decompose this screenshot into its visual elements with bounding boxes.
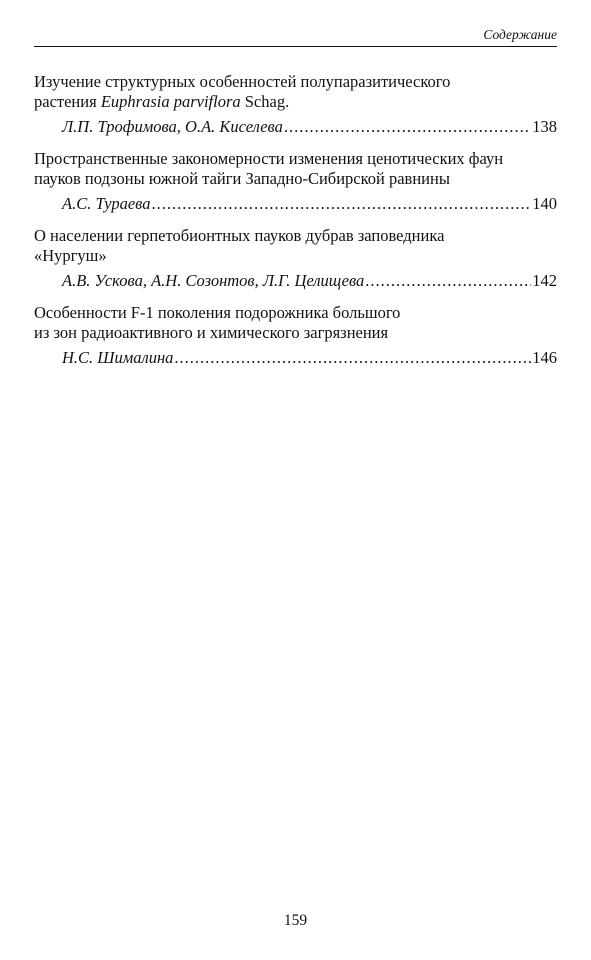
entry-title-text: растения <box>34 92 101 111</box>
entry-title <box>34 72 557 112</box>
dot-leader <box>284 116 531 138</box>
entry-title-line: из зон радиоактивного и химического загрязнения <box>34 323 389 342</box>
entry-author-line <box>34 193 557 215</box>
entry-authors: Л.П. Трофимова, О.А. Киселева <box>62 117 283 136</box>
entry-authors: А.В. Ускова, А.Н. Созонтов, Л.Г. Целищева <box>62 271 365 290</box>
entry-page-number: 138 <box>532 117 557 136</box>
toc-entry <box>34 149 557 215</box>
entry-author-line <box>34 270 557 292</box>
header-rule <box>34 46 557 47</box>
entry-author-line <box>34 116 557 138</box>
toc-entry <box>34 226 557 292</box>
entry-title-line: Особенности F-1 поколения подорожника большого <box>34 303 401 322</box>
toc-entry <box>34 303 557 369</box>
entry-title <box>34 303 557 343</box>
entry-title-line: «Нургуш» <box>34 246 107 265</box>
entry-title-line: Изучение структурных особенностей полупаразитического <box>34 72 451 91</box>
entry-page-number: 140 <box>532 194 557 213</box>
entry-title-line: пауков подзоны южной тайги Западно-Сибирской равнины <box>34 169 450 188</box>
table-of-contents <box>34 72 557 380</box>
entry-title-line: Пространственные закономерности изменения ценотических фаун <box>34 149 504 168</box>
entry-title-line: О населении герпетобионтных пауков дубрав заповедника <box>34 226 445 245</box>
entry-page-number: 146 <box>532 348 557 367</box>
entry-title-text: Schag. <box>240 92 290 111</box>
toc-entry <box>34 72 557 138</box>
dot-leader <box>174 347 531 369</box>
dot-leader <box>365 270 531 292</box>
entry-authors: А.С. Тураева <box>62 194 151 213</box>
entry-title <box>34 226 557 266</box>
entry-author-line <box>34 347 557 369</box>
entry-title <box>34 149 557 189</box>
entry-authors: Н.С. Шималина <box>62 348 174 367</box>
entry-page-number: 142 <box>532 271 557 290</box>
page-number: 159 <box>283 912 308 929</box>
dot-leader <box>151 193 531 215</box>
running-head: Содержание <box>483 27 557 42</box>
species-name: Euphrasia parviflora <box>100 92 241 111</box>
